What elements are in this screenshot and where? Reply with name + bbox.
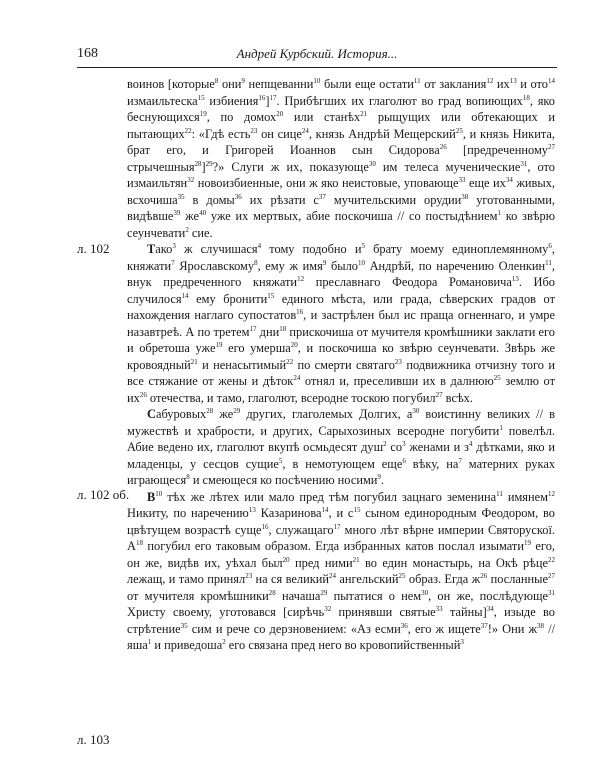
footnote-marker: 12 (486, 76, 494, 85)
footnote-marker: 2 (185, 225, 189, 234)
footnote-marker: 22 (548, 555, 556, 564)
footnote-marker: 18 (279, 324, 287, 333)
paragraph (127, 489, 555, 654)
footnote-marker: 30 (421, 588, 429, 597)
footnote-marker: 2 (383, 439, 387, 448)
initial-letter: С (147, 407, 156, 421)
footnote-marker: 12 (547, 489, 555, 498)
footnote-marker: 4 (468, 439, 473, 448)
footnote-marker: 13 (248, 505, 256, 514)
header-rule (77, 67, 557, 68)
footnote-marker: 3 (460, 637, 464, 646)
footnote-marker: 27 (435, 390, 443, 399)
footnote-marker: 20 (276, 109, 284, 118)
running-header (77, 46, 557, 66)
footnote-marker: 27 (547, 142, 555, 151)
footnote-marker: 28 (194, 159, 202, 168)
footnote-marker: 31 (548, 588, 555, 597)
footnote-marker: 28 (268, 588, 276, 597)
footnote-marker: 30 (368, 159, 376, 168)
footnote-marker: 37 (318, 192, 326, 201)
footnote-marker: 35 (177, 192, 185, 201)
footnote-marker: 19 (523, 538, 531, 547)
footnote-marker: 11 (545, 258, 552, 267)
initial-letter: В (147, 489, 156, 504)
footnote-marker: 16 (258, 93, 266, 102)
footnote-marker: 4 (257, 241, 262, 250)
footnote-marker: 32 (187, 175, 195, 184)
footnote-marker: 8 (186, 472, 190, 481)
footnote-marker: 21 (352, 555, 360, 564)
footnote-marker: 33 (435, 604, 443, 613)
footnote-marker: 37 (480, 621, 488, 630)
footnote-marker: 21 (360, 109, 368, 118)
margin-folio-note: л. 102 об. (77, 487, 130, 502)
footnote-marker: 8 (214, 76, 219, 85)
running-title: Андрей Курбский. История... (236, 46, 398, 61)
initial-letter: Т (147, 242, 156, 256)
footnote-marker: 17 (249, 324, 257, 333)
footnote-marker: 11 (413, 76, 421, 85)
footnote-marker: 6 (548, 241, 552, 250)
footnote-marker: 34 (505, 175, 513, 184)
footnote-marker: 13 (509, 76, 517, 85)
margin-folio-note: л. 103 (77, 732, 110, 747)
footnote-marker: 29 (320, 588, 328, 597)
footnote-marker: 14 (321, 505, 329, 514)
footnote-marker: 9 (241, 76, 245, 85)
footnote-marker: 6 (402, 456, 406, 465)
footnote-marker: 23 (394, 357, 402, 366)
footnote-marker: 29 (233, 406, 241, 415)
footnote-marker: 35 (180, 621, 188, 630)
footnote-marker: 16 (296, 307, 304, 316)
footnote-marker: 10 (357, 258, 365, 267)
footnote-marker: 8 (254, 258, 258, 267)
footnote-marker: 24 (301, 126, 309, 135)
footnote-marker: 25 (398, 571, 406, 580)
footnote-marker: 34 (486, 604, 494, 613)
page-number: 168 (77, 46, 98, 61)
paragraph (127, 76, 555, 241)
footnote-marker: 15 (197, 93, 205, 102)
footnote-marker: 3 (172, 241, 176, 250)
paragraph (127, 241, 555, 406)
footnote-marker: 30 (412, 406, 420, 415)
footnote-marker: 39 (173, 208, 181, 217)
footnote-marker: 10 (155, 489, 163, 498)
footnote-marker: 23 (250, 126, 258, 135)
footnote-marker: 15 (267, 291, 275, 300)
text-body (127, 76, 555, 654)
footnote-marker: 1 (147, 637, 152, 646)
footnote-marker: 28 (206, 406, 214, 415)
footnote-marker: 25 (493, 373, 501, 382)
footnote-marker: 2 (222, 637, 226, 646)
footnote-marker: 9 (322, 258, 327, 267)
footnote-marker: 5 (361, 241, 365, 250)
footnote-marker: 24 (328, 571, 336, 580)
footnote-marker: 1 (499, 423, 503, 432)
footnote-marker: 13 (511, 274, 519, 283)
footnote-marker: 5 (278, 456, 283, 465)
footnote-marker: 17 (333, 522, 341, 531)
footnote-marker: 17 (269, 93, 277, 102)
footnote-marker: 12 (297, 274, 305, 283)
footnote-marker: 25 (455, 126, 463, 135)
footnote-marker: 7 (458, 456, 462, 465)
footnote-marker: 20 (282, 555, 290, 564)
footnote-marker: 36 (234, 192, 242, 201)
paragraph-text: $^{10}$ тѣх же лѣтех или мало пред тѣм погубил зацнаго земенина$^{11}$ имянем$^{12}$ Никиту, по наречению$^{13}$ Казаринова$^{14}$, и $с^{15}$ сыном единородным Феодором, во цвѣтущем возрастѣ суще$^{16}$, служащаго$^{17}$ много лѣт вѣрне империи Святорускої. $А^{18}$ погубил его таковым образом. Егда избранных катов послал изымати$^{19}$ его, он же, видѣв их, уѣхал был$^{20}$ пред ними$^{21}$ во един монастырь, на Окѣ рѣце$^{22}$ лежащ, и тамо принял$^{23}$ на ся великий$^{24}$ ангельский$^{25}$ образ. Егда $ж^{26}$ посланные$^{27}$ от мучителя кромѣшники$^{28}$ начаша$^{29}$ пытатися о нем$^{30}$, он же, послѣдующе$^{31}$ Христу своему, уготовався [сирѣчь$^{32}$ принявши святые$^{33}$ тайны]$^{34}$, изыде во стрѣтение$^{35}$ сим и рече со дерзновением: «Аз есми$^{36}$, его ж ищете$^{37}$!» Они $ж^{38} // яша^1$ и приведоша$^2$ его связана пред него во кровопийственный$^3$ (127, 489, 556, 652)
footnote-marker: 20 (290, 340, 298, 349)
footnote-marker: 1 (497, 208, 501, 217)
footnote-marker: 26 (480, 571, 488, 580)
footnote-marker: 22 (184, 126, 192, 135)
paragraph-text: ако$^3$ ж случишася$^4$ тому подобно $и^5$ брату моему единоплемянному$^6$, княжати$^7$ Ярославскому$^8$, ему ж имя$^9$ было$^{10}$ Андрѣй, по наречению Оленкин$^{11}$, внук предреченного княжати$^{12}$ преславнаго Феодора Романовича$^{13}$. Ибо случилося$^{14}$ ему бронити$^{15}$ единого мѣста, или града, сѣверских градов от нахождения наглаго супостатов$^{16}$, и застрѣлен был ис праща огненнаго, и умре назавтреѣ. А по третем$^{17}$ дни$^{18}$ прискочиша от мучителя кромѣшники заклати его и обретоша уже$^{19}$ его умерша$^{20}$, и поскочиша ко звѣрю сеунчевати. Звѣрь же кровоядный$^{21}$ и ненасытимый$^{22}$ по смерти святаго$^{23}$ подвижника отчизну того и все стяжание от жены и дѣток$^{24}$ отнял и, преселивши их в далнюю$^{25}$ землю от $их^{26}$ отечества, и тамо, глаголют, всеродне тоскою погубил$^{27}$ всѣх. (127, 241, 556, 405)
footnote-marker: 23 (245, 571, 253, 580)
footnote-marker: 18 (135, 538, 143, 547)
footnote-marker: 16 (261, 522, 269, 531)
margin-folio-note: л. 102 (77, 241, 110, 256)
footnote-marker: 14 (548, 76, 555, 85)
footnote-marker: 22 (286, 357, 294, 366)
footnote-marker: 10 (313, 76, 321, 85)
footnote-marker: 31 (520, 159, 528, 168)
footnote-marker: 19 (215, 340, 223, 349)
footnote-marker: 40 (199, 208, 207, 217)
footnote-marker: 18 (522, 93, 530, 102)
footnote-marker: 7 (171, 258, 175, 267)
footnote-marker: 19 (199, 109, 207, 118)
footnote-marker: 11 (496, 489, 503, 498)
footnote-marker: 38 (461, 192, 469, 201)
footnote-marker: 26 (439, 142, 447, 151)
footnote-marker: 3 (402, 439, 406, 448)
paragraph (127, 406, 555, 489)
footnote-marker: 38 (537, 621, 545, 630)
footnote-marker: 14 (181, 291, 189, 300)
footnote-marker: 36 (400, 621, 408, 630)
paragraph-text: абуровых$^{28}$ $же^{29}$ других, глаголемых Долгих, $а^{30}$ воистинну великих // в мужествѣ и храбрости, и других, Сарыхозиных всеродне погубити$^1$ повелѣл. Абие ведено их, глаголют вкупѣ осмьдесят душ$^2$ $со^3$ женами и $з^4$ дѣтками, яко и младенцы, у сесцов сущие$^5$, в немотующем еще$^6$ вѣку, $на^7$ матерних руках играющеся$^8$ и смеющеся ко посѣчению носими$^9$. (127, 406, 556, 487)
footnote-marker: 21 (190, 357, 198, 366)
footnote-marker: 26 (139, 390, 147, 399)
footnote-marker: 15 (353, 505, 361, 514)
footnote-marker: 29 (205, 159, 213, 168)
footnote-marker: 9 (377, 472, 381, 481)
footnote-marker: 32 (324, 604, 332, 613)
footnote-marker: 33 (458, 175, 466, 184)
footnote-marker: 24 (293, 373, 301, 382)
footnote-marker: 27 (547, 571, 555, 580)
paragraph-text: воинов [которые$^8$ они$^9$ непщеванни$^{10}$ были еще остати$^{11}$ от заклания$^{12}$ $их^{13}$ и ото$^{14}$ измаильтеска$^{15}$ избиения$^{16}$]$^{17}$. Прибѣгших их глаголют во град вопиющих$^{18}$, яко беснующихся$^{19}$, по домох$^{20}$ или станѣх$^{21}$ рыщущих или обтекающих и пытающих$^{22}$: «Гдѣ есть$^{23}$ он сице$^{24}$, князь Андрѣй Мещерский$^{25}$, и князь Никита, брат его, и Григорей Иоаннов сын Сидорова$^{26}$ [предреченному$^{27}$ стрычешныя$^{28}$]$^{29}$?» Слуги ж их, показующе$^{30}$ им телеса мученические$^{31}$, ото измаильтян$^{32}$ новоизбиенные, они ж яко неистовые, уповающе$^{33}$ еще $их^{34}$ живых, всхочиша$^{35}$ в домы$^{36}$ их рѣзати $с^{37}$ мучительскими орудии$^{38}$ уготованными, видѣвше$^{39}$ $же^{40}$ уже их мертвых, абие поскочиша // со постыдѣнием$^1$ ко звѣрю сеунчевати$^2$ сие. (127, 76, 556, 240)
